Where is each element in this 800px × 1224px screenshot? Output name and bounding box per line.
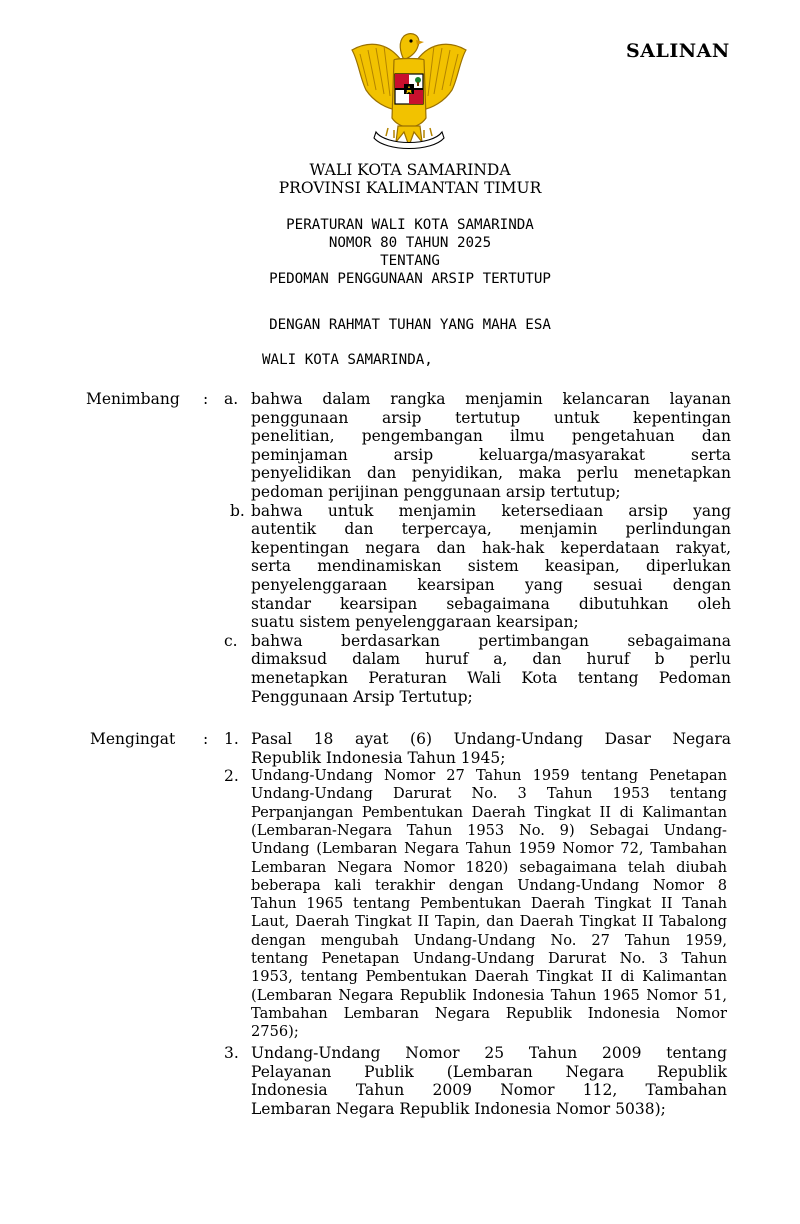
menimbang-a-line-3: penelitian, pengembangan ilmu pengetahuan dan [251, 427, 731, 446]
menimbang-a-line-5: penyelidikan dan penyidikan, maka perlu menetapkan [251, 464, 731, 483]
menimbang-colon: : [203, 390, 209, 408]
mengingat-2-line-9: Laut, Daerah Tingkat II Tapin, dan Daerah Tingkat II Tabalong [251, 913, 727, 931]
menimbang-b-line-3: kepentingan negara dan hak-hak keperdataan rakyat, [251, 538, 731, 557]
mengingat-2-line-1: Undang-Undang Nomor 27 Tahun 1959 tentang Penetapan [251, 767, 727, 784]
menimbang-b-line-1: bahwa untuk menjamin ketersediaan arsip yang [251, 501, 731, 520]
mengingat-item-2-12 [251, 968, 727, 987]
menimbang-item-c-3 [251, 669, 731, 688]
mayor-heading: WALI KOTA SAMARINDA, [262, 352, 433, 368]
mengingat-2-line-7: beberapa kali terakhir dengan Undang-Undang Nomor 8 [251, 876, 727, 894]
menimbang-marker-a: a. [224, 390, 239, 408]
mengingat-item-2-14 [251, 1005, 727, 1024]
menimbang-item-a-6 [251, 483, 731, 502]
menimbang-item-a-3 [251, 427, 731, 446]
mengingat-item-2-5 [251, 840, 727, 859]
menimbang-a-line-6: pedoman perijinan penggunaan arsip tertutup; [251, 483, 621, 501]
mengingat-3-line-3: Indonesia Tahun 2009 Nomor 112, Tambahan [251, 1081, 727, 1100]
menimbang-marker-c: c. [224, 631, 238, 650]
authority-line-2: PROVINSI KALIMANTAN TIMUR [278, 179, 542, 197]
mengingat-item-2-15 [251, 1023, 727, 1042]
mengingat-item-2-2 [251, 785, 727, 804]
menimbang-label: Menimbang [86, 390, 180, 408]
mengingat-item-2-10 [251, 932, 727, 951]
menimbang-marker-b: b. [230, 501, 245, 520]
menimbang-item-a-5 [251, 464, 731, 483]
menimbang-item-b-5 [251, 576, 731, 595]
menimbang-a-line-4: peminjaman arsip keluarga/masyarakat serta [251, 445, 731, 464]
mengingat-item-2-8 [251, 895, 727, 914]
mengingat-marker-3: 3. [224, 1044, 239, 1062]
menimbang-item-b-6 [251, 595, 731, 614]
menimbang-b-line-6: standar kearsipan sebagaimana dibutuhkan oleh [251, 594, 731, 613]
mengingat-2-line-8: Tahun 1965 tentang Pembentukan Daerah Tingkat II Tanah [251, 895, 727, 913]
menimbang-b-line-2: autentik dan terpercaya, menjamin perlindungan [251, 520, 731, 539]
mengingat-2-line-10: dengan mengubah Undang-Undang No. 27 Tahun 1959, [251, 931, 727, 949]
mengingat-item-2-9 [251, 913, 727, 932]
mengingat-3-line-4: Lembaran Negara Republik Indonesia Nomor 5038); [251, 1099, 666, 1118]
mengingat-2-line-13: (Lembaran Negara Republik Indonesia Tahun 1965 Nomor 51, [251, 986, 727, 1004]
menimbang-item-b-2 [251, 520, 731, 539]
mengingat-item-2-4 [251, 822, 727, 841]
mengingat-1-line-2: Republik Indonesia Tahun 1945; [251, 748, 506, 767]
mengingat-2-line-2: Undang-Undang Darurat No. 3 Tahun 1953 tentang [251, 785, 727, 803]
menimbang-item-a [251, 390, 731, 409]
mengingat-item-3-2 [251, 1063, 727, 1082]
menimbang-item-b-4 [251, 557, 731, 576]
menimbang-b-line-7: suatu sistem penyelenggaraan kearsipan; [251, 613, 579, 632]
menimbang-item-a-2 [251, 409, 731, 428]
mengingat-colon: : [203, 730, 209, 748]
salinan-stamp: SALINAN [626, 40, 730, 62]
mengingat-3-line-2: Pelayanan Publik (Lembaran Negara Republik [251, 1062, 727, 1081]
mengingat-2-line-5: Undang (Lembaran Negara Tahun 1959 Nomor 72, Tambahan [251, 840, 727, 858]
mengingat-item-2-3 [251, 804, 727, 823]
mengingat-2-line-14: Tambahan Lembaran Negara Republik Indonesia Nomor [251, 1004, 727, 1022]
mengingat-2-line-3: Perpanjangan Pembentukan Daerah Tingkat II di Kalimantan [251, 803, 727, 821]
mengingat-3-line-1: Undang-Undang Nomor 25 Tahun 2009 tentang [251, 1044, 727, 1062]
mengingat-marker-1: 1. [224, 730, 239, 748]
menimbang-c-line-1: bahwa berdasarkan pertimbangan sebagaimana [251, 631, 731, 650]
menimbang-a-line-1: bahwa dalam rangka menjamin kelancaran layanan [251, 390, 731, 408]
menimbang-item-a-4 [251, 446, 731, 465]
menimbang-item-b-1 [251, 502, 731, 521]
invocation: DENGAN RAHMAT TUHAN YANG MAHA ESA [269, 317, 551, 333]
menimbang-c-line-3: menetapkan Peraturan Wali Kota tentang Pedoman [251, 669, 731, 687]
mengingat-2-line-15: 2756); [251, 1023, 299, 1041]
menimbang-item-b-7 [251, 613, 731, 632]
authority-line-1: WALI KOTA SAMARINDA [309, 161, 511, 179]
mengingat-item-2-13 [251, 987, 727, 1006]
garuda-pancasila-emblem-icon [346, 30, 472, 154]
mengingat-item-2-6 [251, 859, 727, 878]
menimbang-item-c-2 [251, 650, 731, 669]
mengingat-item-3-1 [251, 1044, 727, 1063]
menimbang-c-line-2: dimaksud dalam huruf a, dan huruf b perlu [251, 650, 731, 669]
mengingat-2-line-12: 1953, tentang Pembentukan Daerah Tingkat II di Kalimantan [251, 968, 727, 986]
mengingat-item-2-7 [251, 877, 727, 896]
mengingat-1-line-1: Pasal 18 ayat (6) Undang-Undang Dasar Negara [251, 730, 731, 748]
mengingat-item-1-1 [251, 730, 731, 749]
menimbang-item-c-4 [251, 688, 731, 707]
menimbang-item-c-1 [251, 632, 731, 651]
regulation-subject: PEDOMAN PENGGUNAAN ARSIP TERTUTUP [269, 271, 551, 287]
mengingat-item-3-3 [251, 1081, 727, 1100]
regulation-tentang: TENTANG [380, 253, 440, 269]
mengingat-label: Mengingat [90, 730, 176, 748]
mengingat-item-3-4 [251, 1100, 727, 1119]
menimbang-c-line-4: Penggunaan Arsip Tertutup; [251, 687, 473, 706]
mengingat-2-line-6: Lembaran Negara Nomor 1820) sebagaimana telah diubah [251, 858, 727, 876]
regulation-title-line-1: PERATURAN WALI KOTA SAMARINDA [286, 217, 534, 233]
mengingat-item-2-1 [251, 767, 727, 785]
menimbang-a-line-2: penggunaan arsip tertutup untuk kepentingan [251, 408, 731, 427]
menimbang-b-line-4: serta mendinamiskan sistem keasipan, diperlukan [251, 557, 731, 576]
mengingat-marker-2: 2. [224, 767, 239, 785]
mengingat-item-2-11 [251, 950, 727, 969]
regulation-number: NOMOR 80 TAHUN 2025 [328, 235, 492, 251]
mengingat-2-line-11: tentang Penetapan Undang-Undang Darurat No. 3 Tahun [251, 950, 727, 967]
menimbang-item-b-3 [251, 539, 731, 558]
menimbang-b-line-5: penyelenggaraan kearsipan yang sesuai dengan [251, 576, 731, 594]
mengingat-2-line-4: (Lembaran-Negara Tahun 1953 No. 9) Sebagai Undang- [251, 821, 727, 839]
mengingat-item-1-2 [251, 749, 731, 768]
